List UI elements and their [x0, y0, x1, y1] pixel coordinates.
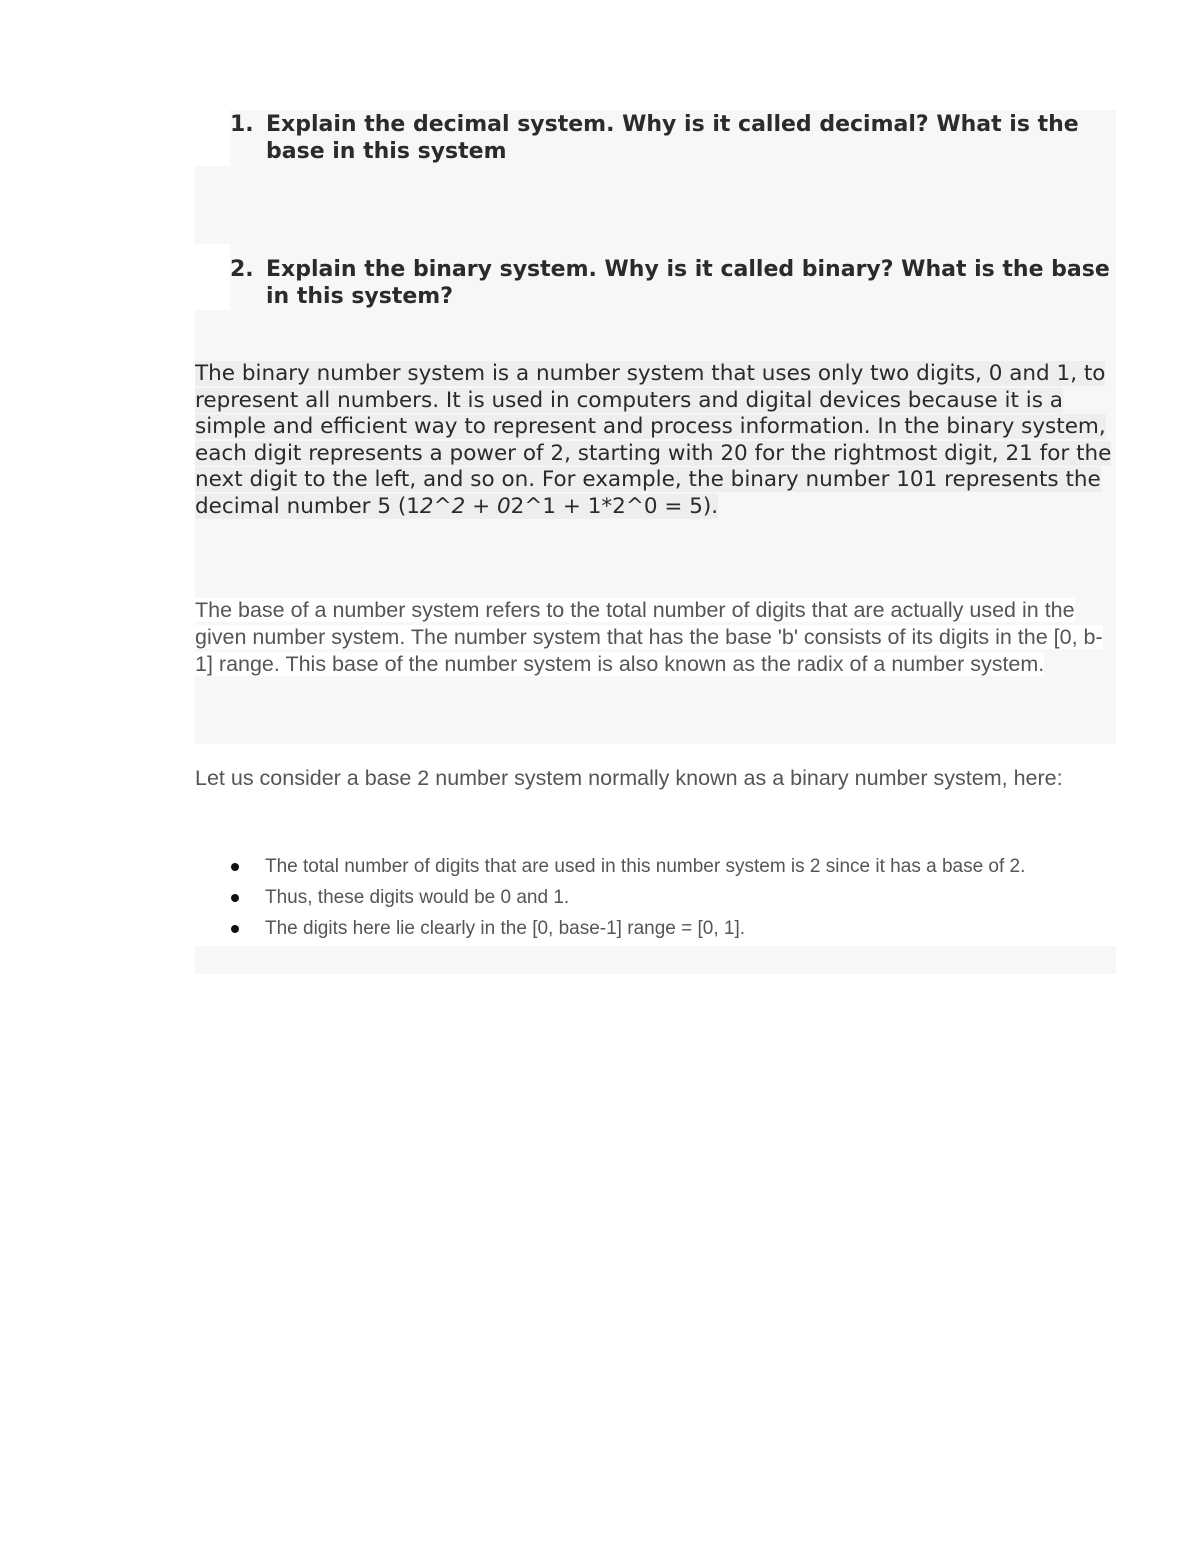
- shade-answer-1-space: [195, 166, 1116, 244]
- shade-bottom-strip: [195, 946, 1116, 974]
- bullet-icon: [231, 863, 239, 871]
- answer-text-b: 2^2 + 0: [419, 493, 511, 519]
- answer-highlight: [195, 361, 1111, 519]
- question-2: [230, 256, 1110, 310]
- bullet-text: The total number of digits that are used in this number system is 2 since it has a base of 2.: [265, 856, 1026, 877]
- question-1: [230, 111, 1110, 165]
- bullet-icon: [231, 925, 239, 933]
- bullet-icon: [231, 894, 239, 902]
- base-paragraph: [195, 597, 1115, 678]
- question-1-text: Explain the decimal system. Why is it called decimal? What is the base in this system: [266, 112, 1079, 164]
- answer-paragraph: [195, 361, 1115, 520]
- list-item: [195, 913, 1115, 944]
- bullet-list: [195, 851, 1115, 944]
- list-item: [195, 851, 1115, 882]
- base-paragraph-text: The base of a number system refers to the total number of digits that are actually used in the given number system. The number system that has the base 'b' consists of its digits in the [0, b-1] range. This base of the number system is also known as the radix of a number system.: [195, 598, 1103, 676]
- bullet-text: The digits here lie clearly in the [0, base-1] range = [0, 1].: [265, 918, 746, 939]
- list-item: [195, 882, 1115, 913]
- answer-text-a: The binary number system is a number system that uses only two digits, 0 and 1, to represent all numbers. It is used in computers and digital devices because it is a simple and efficient way to represent and process information. In the binary system, each digit represents a power of 2, starting with 20 for the rightmost digit, 21 for the next digit to the left, and so on. For example, the binary number 101 represents the decimal number 5 (1: [195, 361, 1112, 519]
- answer-text-c: 2^1 + 1*2^0 = 5).: [510, 493, 719, 519]
- consider-paragraph: Let us consider a base 2 number system normally known as a binary number system, here:: [195, 766, 1063, 790]
- question-1-number: 1.: [230, 112, 254, 137]
- question-2-number: 2.: [230, 257, 254, 282]
- bullet-text: Thus, these digits would be 0 and 1.: [265, 887, 570, 908]
- question-2-text: Explain the binary system. Why is it called binary? What is the base in this system?: [266, 257, 1110, 309]
